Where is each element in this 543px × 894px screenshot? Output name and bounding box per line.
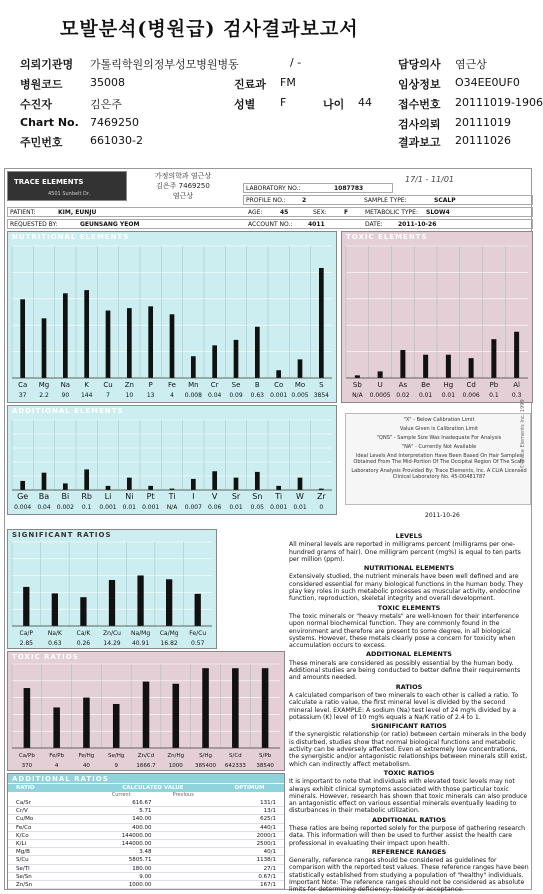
value-Fe/Hg: 40 (82, 763, 90, 769)
section-text: It is important to note that individuals with elevated toxic levels may not always exhibit clinical symptoms associated with those particular toxic minerals. However, research has shown that toxic minerals can also produce an antagonistic effect on various essential minerals eventually leading to disturbances in their metabolic utilization. (289, 778, 528, 815)
value-As: 0.02 (396, 392, 410, 399)
tick-Cu: Cu (103, 381, 113, 389)
value-Cr: 0.04 (207, 392, 222, 399)
value-W: 0.01 (293, 504, 307, 511)
dept-label: 진료과 (234, 78, 266, 91)
section-heading: LEVELS (395, 532, 423, 540)
inst-value: 가톨릭학원의정부성모병원병동 (90, 58, 239, 71)
bar-S/Cd (232, 668, 239, 748)
toxic-svg (342, 232, 532, 402)
date-label: DATE: (365, 221, 383, 228)
bar-Sn (255, 472, 260, 490)
tick-Ca/Mg: Ca/Mg (159, 630, 179, 637)
legend-line: "QNS" - Sample Size Was Inadequate For Analysis (376, 435, 502, 441)
bar-Ca (20, 299, 25, 378)
tick-Fe/Cu: Fe/Cu (189, 630, 207, 637)
value-Sn: 0.05 (250, 504, 265, 511)
legend-box (345, 413, 531, 505)
tick-Sb: Sb (352, 381, 362, 389)
clinical-value: O34EE0UF0 (455, 76, 520, 89)
additional-title: ADDITIONAL ELEMENTS (12, 407, 124, 415)
ratio-row: Cu/Mo 140.00 625/1 (8, 815, 284, 823)
value-Zn: 10 (125, 392, 134, 399)
bar-Ca/Mg (166, 579, 172, 626)
tick-Zn/Cd: Zn/Cd (137, 753, 155, 759)
account-label: ACCOUNT NO.: (248, 221, 293, 228)
legend-line: "NA" - Currently Not Available (401, 444, 477, 450)
value-Ti: N/A (166, 504, 178, 511)
metabolic-label: METABOLIC TYPE: (365, 209, 418, 216)
value-Sb: N/A (352, 392, 363, 399)
scanned-report (4, 168, 532, 894)
nutritional-chart (7, 231, 337, 403)
doctor-label: 담당의사 (398, 58, 441, 71)
age-label: 나이 (323, 98, 345, 111)
age-value: 44 (358, 96, 372, 109)
chart-value: 7469250 (90, 116, 139, 129)
legend-line: "X" - Below Calibration Limit (403, 417, 475, 423)
value-Ca/Mg: 16.82 (160, 640, 178, 647)
value-Mg: 2.2 (39, 392, 49, 399)
col-current: Current (111, 792, 131, 798)
value-Ba: 0.04 (37, 504, 51, 511)
ratio-row: Se/Tl 180.00 27/1 (8, 865, 284, 873)
section-heading: RATIOS (395, 682, 423, 691)
sex-value: F (280, 96, 287, 109)
value-Pt: 0.001 (142, 504, 160, 511)
value-S/Hg: 385400 (195, 763, 217, 769)
ratio-row: Mg/B 3.48 40/1 (8, 848, 284, 856)
tick-Co: Co (274, 381, 284, 389)
bar-Hg (446, 355, 451, 378)
tick-Sr: Sr (231, 492, 241, 501)
value-Sr: 0.01 (229, 504, 243, 511)
explanatory-text (289, 531, 529, 894)
legend-line: Laboratory Analysis Provided By: Trace Elements, Inc. A CLIA Licensed Clinical Laboratory No. 45-D0481787 (351, 468, 527, 480)
tick-Mg: Mg (38, 381, 50, 389)
bar-Zn/Cu (109, 580, 115, 626)
lab-no-value: 1087783 (334, 185, 364, 192)
bar-Al (514, 332, 519, 378)
tick-Pt: Pt (146, 492, 155, 501)
value-Na/Mg: 40.91 (131, 640, 150, 647)
requested-value: GEUNSANG YEOM (80, 221, 140, 228)
bar-Be (423, 355, 428, 378)
receipt-label: 접수번호 (398, 98, 441, 111)
rep-patient-value: KIM, EUNJU (58, 209, 97, 216)
legend-line: Ideal Levels And Interpretation Have Been Based On Hair Samples Obtained From The Mid-Portion Of The Occipital Region Of The Scalp (353, 453, 525, 465)
value-Bi: 0.002 (56, 504, 74, 511)
value-Se: 0.09 (229, 392, 243, 399)
bar-Ba (42, 473, 47, 490)
nutritional-svg (8, 232, 336, 402)
section-heading: REFERENCE RANGES (371, 847, 447, 856)
section-text: All mineral levels are reported in milligrams percent (milligrams per one-hundred grams of hair). One milligram percent (mg%) is equal to ten parts per million (ppm). (289, 541, 521, 563)
tick-Sn: Sn (252, 492, 263, 501)
bar-Ca/Pb (24, 688, 31, 748)
tick-Ge: Ge (17, 492, 29, 501)
significant-chart (7, 529, 217, 649)
tick-B: B (254, 381, 260, 389)
bar-Rb (84, 469, 89, 490)
section-heading: TOXIC ELEMENTS (377, 603, 441, 612)
value-Mo: 0.005 (291, 392, 309, 399)
value-K: 144 (80, 392, 93, 399)
date-value: 2011-10-26 (398, 221, 437, 228)
tick-Ti: Ti (275, 492, 283, 501)
bar-Fe/Hg (83, 698, 90, 748)
value-Pb: 0.1 (489, 392, 499, 399)
tick-Zr: Zr (316, 492, 326, 501)
rep-age-value: 45 (280, 209, 289, 216)
tick-Ca: Ca (18, 381, 28, 389)
value-Li: 0.001 (99, 504, 117, 511)
bar-As (400, 350, 405, 378)
toxic-title: TOXIC ELEMENTS (346, 233, 428, 241)
bar-Mg (42, 318, 47, 378)
lab-address: 4501 Sunbelt Dr. (48, 191, 91, 197)
bar-Fe/Pb (53, 707, 60, 748)
code-value: 35008 (90, 76, 125, 89)
tick-Ba: Ba (38, 492, 50, 501)
additional-svg (8, 406, 336, 514)
value-Ti: 0.001 (270, 504, 288, 511)
section-text: A calculated comparison of two minerals to each other is called a ratio. To calculate a ratio value, the first mineral level is divided by the second mineral level. EXAMPLE: A sodium (Na) test level of 24 mg% divided by a potassium (K) level of 10 mg% equals a Na/K ratio of 2.4 to 1. (289, 691, 519, 721)
ratio-row: Se/Sn 9.00 0.67/1 (8, 873, 284, 881)
ratio-row: Zn/Sn 1000.00 167/1 (8, 881, 284, 889)
value-Fe/Cu: 0.57 (191, 640, 205, 647)
value-Zn/Cu: 14.29 (103, 640, 121, 647)
ratio-row: Ca/Sr 616.67 131/1 (8, 799, 284, 807)
value-Ca/P: 2.85 (19, 640, 33, 647)
bar-P (148, 306, 153, 378)
doctor-value: 염근상 (455, 58, 487, 71)
value-Cd: 0.006 (462, 392, 480, 399)
tick-Bi: Bi (61, 492, 70, 501)
value-Rb: 0.1 (81, 504, 92, 511)
section-text: Generally, reference ranges should be considered as guidelines for comparison with the reported test values. These reference ranges have been statistically established from studying a population of "healthy" individuals. (289, 857, 529, 879)
toxic-chart (341, 231, 533, 403)
tick-S/Hg: S/Hg (199, 753, 213, 759)
section-text: These ratios are being reported solely for the purpose of gathering research data. This information will then be used to further assist the health care professional in evaluating their impact upon health. (289, 824, 526, 847)
tick-Zn/Hg: Zn/Hg (167, 753, 185, 759)
bar-Pb (491, 339, 496, 378)
bar-Ti (276, 486, 281, 490)
tick-W: W (296, 492, 304, 501)
bar-V (212, 471, 217, 490)
page-title: 모발분석(병원급) 검사결과보고서 (60, 18, 359, 40)
dept-value: FM (280, 76, 296, 89)
nutritional-title: NUTRITIONAL ELEMENTS (12, 233, 130, 241)
bar-S/Hg (202, 668, 209, 748)
tick-Fe: Fe (168, 381, 176, 389)
value-S/Cd: 642333 (224, 763, 246, 769)
value-U: 0.0005 (369, 392, 391, 399)
requested-label: REQUESTED BY: (10, 221, 58, 228)
ratio-row: K/Li 144000.00 2500/1 (8, 840, 284, 848)
receipt-value: 20111019-1906 (455, 96, 543, 109)
tick-Li: Li (104, 492, 112, 501)
bar-Cr (212, 345, 217, 378)
tick-Al: Al (513, 381, 520, 389)
bar-Zn/Hg (173, 684, 180, 748)
bar-S/Pb (262, 668, 269, 748)
lab-logo (7, 171, 127, 201)
bar-Ni (127, 478, 132, 490)
bar-Na/K (52, 593, 58, 626)
value-Be: 0.01 (418, 392, 433, 399)
bar-Se/Hg (113, 704, 120, 748)
tick-Ca/P: Ca/P (19, 630, 34, 637)
bar-Mo (298, 359, 303, 378)
tick-Na: Na (60, 381, 71, 389)
rrn-label: 주민번호 (20, 136, 63, 149)
date-stamp: 2011-10-26 (425, 512, 460, 519)
profile-label: PROFILE NO.: (246, 197, 286, 204)
ratio-row: Fe/Co 400.00 440/1 (8, 824, 284, 832)
rrn-value: 661030-2 (90, 134, 143, 147)
tick-S: S (319, 381, 324, 389)
chart-label: Chart No. (20, 116, 79, 129)
request-value: 20111019 (455, 116, 511, 129)
bar-Ge (20, 481, 25, 490)
value-B: 0.63 (250, 392, 265, 399)
value-Mn: 0.008 (184, 392, 202, 399)
value-Fe: 4 (170, 392, 174, 399)
tick-Cd: Cd (466, 381, 476, 389)
request-label: 검사의뢰 (398, 118, 441, 131)
copyright: © Trace Elements Inc. 1999 (520, 399, 526, 469)
bar-Ca/P (23, 587, 29, 626)
tick-U: U (377, 381, 383, 389)
value-I: 0.007 (184, 504, 202, 511)
rep-sex-label: SEX: (313, 209, 327, 216)
lab-no-label: LABORATORY NO.: (246, 185, 301, 192)
additional-ratios-title: ADDITIONAL RATIOS (12, 775, 109, 783)
tick-S/Cd: S/Cd (228, 753, 242, 759)
section-text: Extensively studied, the nutrient minerals have been well defined and are considered essential for many biological functions in the human body. They play key roles in such metabolic processes as muscular activity, endocrine function, reproduction, skeletal integrity and overall development. (289, 573, 524, 603)
tick-P: P (148, 381, 153, 389)
bar-Pt (148, 486, 153, 490)
section-text: The toxic minerals or "heavy metals" are well-known for their interference upon normal biochemical function. They are commonly found in the environment and therefore are present to some degree, in all biological systems. However, these metals clearly pose a concern for toxicity when accumulation occurs to excess. (289, 612, 520, 650)
tick-Se: Se (231, 381, 241, 389)
bar-Ca/K (80, 597, 86, 626)
section-heading: ADDITIONAL ELEMENTS (366, 650, 452, 659)
value-Na: 90 (61, 392, 70, 399)
bar-Zn (127, 308, 132, 378)
value-Ca: 37 (18, 392, 27, 399)
tick-S/Pb: S/Pb (259, 753, 272, 759)
value-Na/K: 0.63 (48, 640, 62, 647)
tick-Ti: Ti (168, 492, 176, 501)
value-Se/Hg: 9 (114, 763, 118, 769)
sample-label: SAMPLE TYPE: (364, 197, 407, 204)
bar-Na/Mg (137, 575, 143, 626)
tick-Fe/Hg: Fe/Hg (78, 753, 95, 759)
bar-S (319, 268, 324, 378)
value-Al: 0.3 (511, 392, 522, 399)
clinical-label: 임상정보 (398, 78, 441, 91)
bar-B (255, 327, 260, 378)
sex-label: 성별 (234, 98, 256, 111)
result-value: 20111026 (455, 134, 511, 147)
bar-W (298, 478, 303, 490)
inst-extra: / - (290, 56, 302, 69)
tick-Fe/Pb: Fe/Pb (49, 753, 65, 759)
value-Ge: 0.004 (14, 504, 32, 511)
lab-name: TRACE ELEMENTS (14, 178, 84, 186)
value-V: 0.06 (207, 504, 222, 511)
value-Ca/K: 0.26 (76, 640, 91, 647)
value-Hg: 0.01 (441, 392, 456, 399)
tick-Zn/Cu: Zn/Cu (103, 630, 121, 637)
patient-label: 수진자 (20, 98, 52, 111)
tick-V: V (211, 492, 218, 501)
patient-stamp: 가정의학과 염근상 김은주 7469250 염근상 (130, 171, 236, 205)
code-label: 병원코드 (20, 78, 63, 91)
tick-Mo: Mo (294, 381, 306, 389)
section-text: If the synergistic relationship (or ratio) between certain minerals in the body is disturbed, studies show that normal biological functions and metabolic activity can be adversely affected. Even at extremely low concentrations, the synergistic and/or antagonistic relationships between minerals still exist, which can indirectly affect metabolism. (289, 731, 528, 768)
col-optimum: OPTIMUM (234, 785, 265, 791)
rep-sex-value: F (344, 209, 349, 216)
account-value: 4011 (308, 221, 325, 228)
bar-K (84, 290, 89, 378)
result-label: 결과보고 (398, 136, 441, 149)
tick-Na/K: Na/K (47, 630, 62, 637)
bar-Se (234, 340, 239, 378)
legend-line: Value Given is Calibration Limit (399, 426, 479, 432)
tick-I: I (192, 492, 195, 501)
tick-Ca/Pb: Ca/Pb (18, 753, 35, 759)
tick-Rb: Rb (81, 492, 92, 501)
value-Zn/Hg: 1000 (168, 763, 183, 769)
tick-Zn: Zn (124, 381, 134, 389)
bar-Co (276, 370, 281, 378)
value-Zr: 0 (319, 504, 324, 511)
value-S/Pb: 38540 (256, 763, 274, 769)
value-Cu: 7 (106, 392, 110, 399)
additional-chart (7, 405, 337, 515)
value-S: 3854 (313, 392, 329, 399)
section-heading: SIGNIFICANT RATIOS (371, 722, 447, 731)
toxic-ratios-svg (8, 652, 284, 770)
tick-Ni: Ni (125, 492, 134, 501)
tick-Ca/K: Ca/K (76, 630, 91, 637)
additional-ratios-table (7, 773, 285, 889)
value-Fe/Pb: 4 (54, 763, 59, 769)
inst-label: 의뢰기관명 (20, 58, 74, 71)
value-Zn/Cd: 1666.7 (136, 763, 156, 769)
metabolic-value: SLOW4 (426, 209, 450, 216)
bar-Bi (63, 483, 68, 490)
bar-Na (63, 293, 68, 378)
value-Co: 0.001 (270, 392, 288, 399)
col-ratio: RATIO (16, 785, 35, 791)
tick-Hg: Hg (443, 381, 454, 389)
bar-Mn (191, 356, 196, 378)
tick-K: K (84, 381, 89, 389)
value-P: 13 (146, 392, 155, 399)
section-text: Important Note: The reference ranges should not be considered as absolute limits for determining deficiency, toxicity or acceptance. (289, 879, 525, 894)
tick-Cr: Cr (210, 381, 219, 389)
toxic-ratios-chart (7, 651, 285, 771)
section-text: These minerals are considered as possibly essential by the human body. Additional studies are being conducted to better define their requirements and amounts needed. (289, 659, 521, 682)
bar-Sr (234, 478, 239, 490)
tick-Mn: Mn (188, 381, 199, 389)
bar-Fe (170, 314, 175, 378)
bar-I (191, 479, 196, 490)
patient-value: 김은주 (90, 98, 122, 111)
significant-title: SIGNIFICANT RATIOS (12, 531, 112, 539)
profile-value: 2 (302, 197, 307, 204)
section-heading: NUTRITIONAL ELEMENTS (363, 564, 455, 573)
ratio-row: K/Co 144000.00 2000/1 (8, 832, 284, 840)
bar-Fe/Cu (195, 594, 201, 626)
rep-patient-label: PATIENT: (10, 209, 36, 216)
rep-age-label: AGE: (248, 209, 263, 216)
section-heading: TOXIC RATIOS (383, 768, 435, 777)
significant-svg (8, 530, 216, 648)
tick-Se/Hg: Se/Hg (108, 753, 125, 759)
tick-As: As (398, 381, 408, 389)
bar-U (378, 371, 383, 378)
tick-Be: Be (421, 381, 431, 389)
ratio-row: Cr/V 5.71 13/1 (8, 807, 284, 815)
sample-value: SCALP (434, 197, 456, 204)
col-previous: Previous (172, 792, 194, 798)
tick-Pb: Pb (489, 381, 499, 389)
value-Ni: 0.01 (122, 504, 137, 511)
toxic-ratios-title: TOXIC RATIOS (12, 653, 79, 661)
bar-Cd (469, 358, 474, 378)
value-Ca/Pb: 370 (21, 763, 33, 769)
ratio-row: S/Cu 5805.71 1138/1 (8, 856, 284, 864)
bar-Cu (106, 311, 111, 378)
bar-Li (106, 486, 111, 490)
col-calc: CALCULATED VALUE (122, 785, 184, 791)
section-heading: ADDITIONAL RATIOS (371, 815, 447, 824)
handwritten-note: 17/1 - 11/01 (405, 175, 454, 184)
bar-Zn/Cd (143, 682, 150, 748)
tick-Na/Mg: Na/Mg (130, 630, 151, 637)
